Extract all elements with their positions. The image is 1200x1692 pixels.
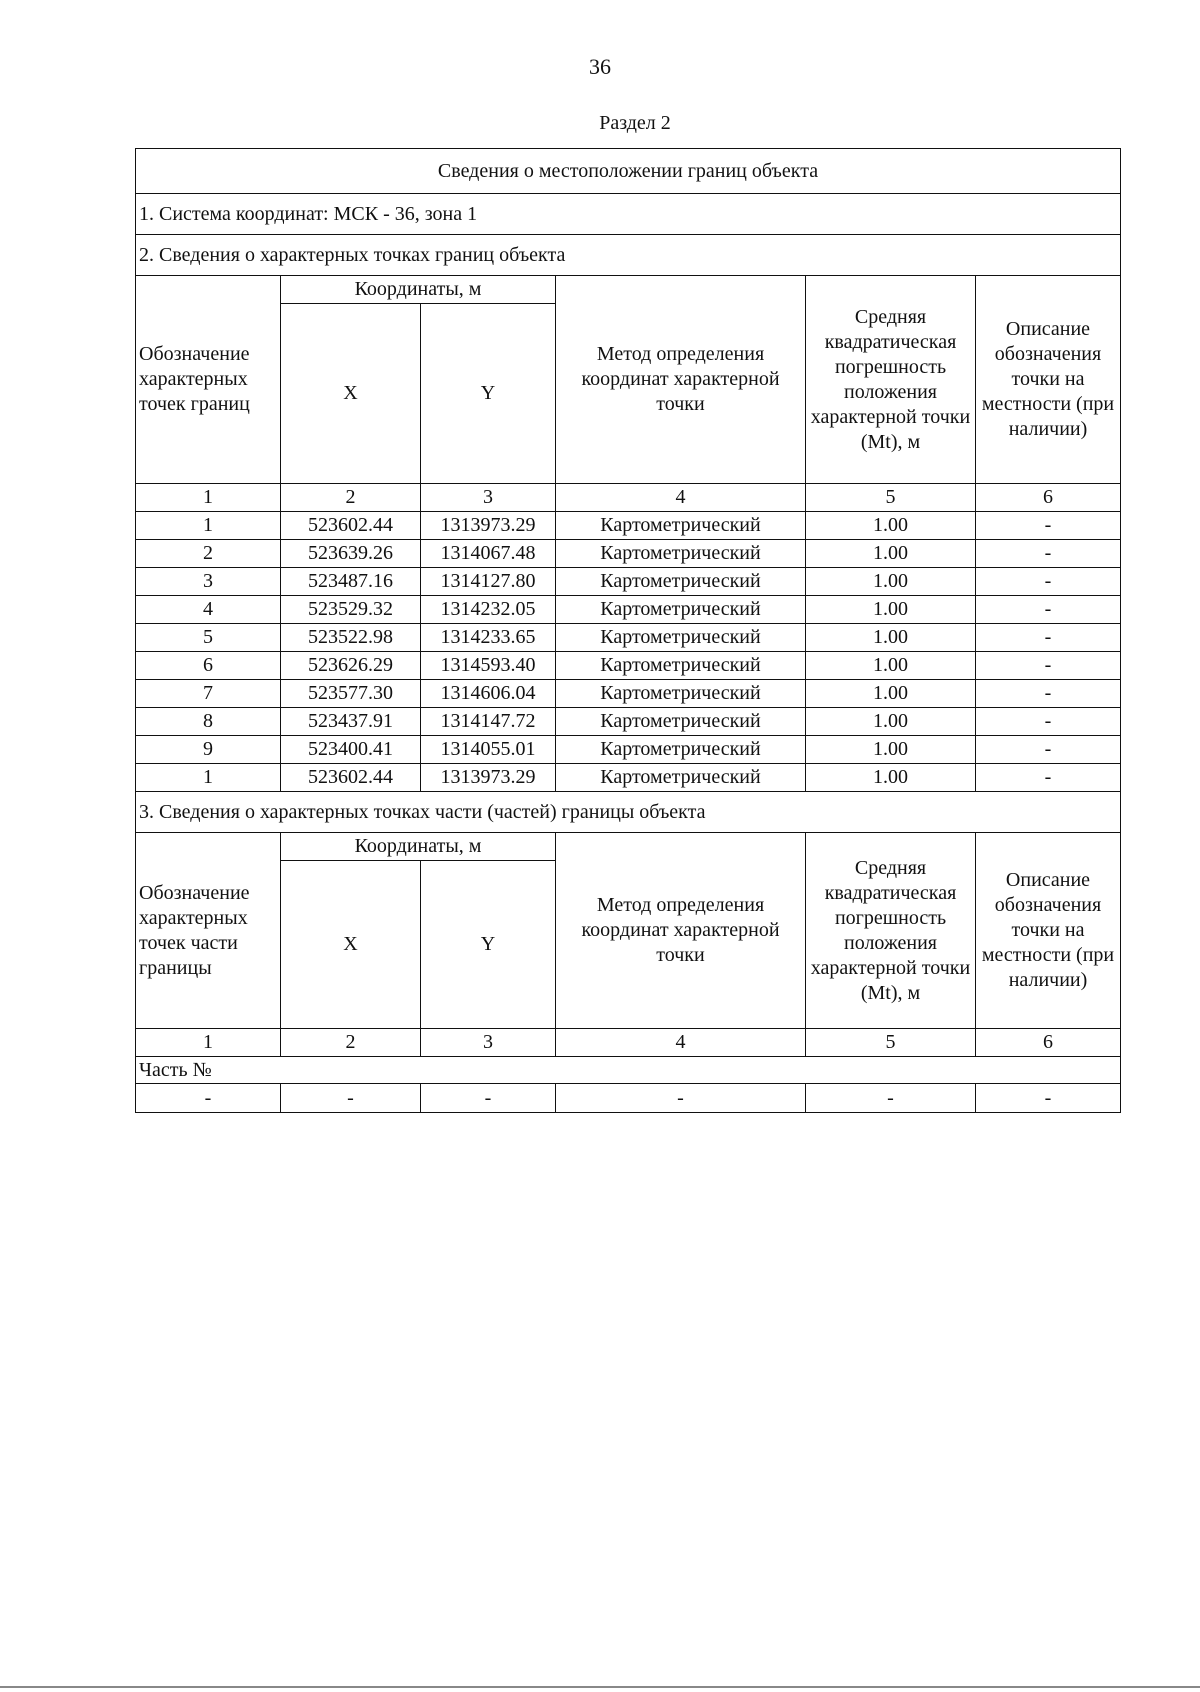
column-number: 6 bbox=[976, 484, 1121, 512]
description: - bbox=[976, 736, 1121, 764]
mean-error: 1.00 bbox=[806, 764, 976, 792]
header-error: Средняя квадратическая погрешность положения характерной точки (Mt), м bbox=[806, 276, 976, 484]
mean-error: 1.00 bbox=[806, 540, 976, 568]
empty-cell: - bbox=[806, 1084, 976, 1113]
description: - bbox=[976, 680, 1121, 708]
coord-x: 523626.29 bbox=[281, 652, 421, 680]
method: Картометрический bbox=[556, 708, 806, 736]
method: Картометрический bbox=[556, 568, 806, 596]
method: Картометрический bbox=[556, 540, 806, 568]
coord-y: 1313973.29 bbox=[421, 764, 556, 792]
column-number: 3 bbox=[421, 484, 556, 512]
empty-cell: - bbox=[136, 1084, 281, 1113]
method: Картометрический bbox=[556, 512, 806, 540]
header-coords: Координаты, м bbox=[281, 276, 556, 304]
part-dash-row bbox=[136, 1084, 1121, 1113]
description: - bbox=[976, 596, 1121, 624]
page-number: 36 bbox=[589, 54, 611, 79]
point-id: 8 bbox=[136, 708, 281, 736]
coord-x: 523522.98 bbox=[281, 624, 421, 652]
coord-x: 523487.16 bbox=[281, 568, 421, 596]
point-id: 5 bbox=[136, 624, 281, 652]
header-designation-part: Обозначение характерных точек части границы bbox=[136, 833, 281, 1029]
point-id: 7 bbox=[136, 680, 281, 708]
coord-x: 523639.26 bbox=[281, 540, 421, 568]
empty-cell: - bbox=[421, 1084, 556, 1113]
coord-y: 1314606.04 bbox=[421, 680, 556, 708]
table-row bbox=[136, 680, 1121, 708]
table-row bbox=[136, 652, 1121, 680]
table-row bbox=[136, 736, 1121, 764]
header-x-part: X bbox=[281, 861, 421, 1029]
point-id: 3 bbox=[136, 568, 281, 596]
column-number: 5 bbox=[806, 484, 976, 512]
table-row bbox=[136, 512, 1121, 540]
mean-error: 1.00 bbox=[806, 512, 976, 540]
part-label: Часть № bbox=[136, 1057, 1121, 1084]
method: Картометрический bbox=[556, 764, 806, 792]
coord-y: 1314067.48 bbox=[421, 540, 556, 568]
table-row bbox=[136, 540, 1121, 568]
coord-y: 1313973.29 bbox=[421, 512, 556, 540]
table-row bbox=[136, 624, 1121, 652]
header-coords-part: Координаты, м bbox=[281, 833, 556, 861]
coord-x: 523577.30 bbox=[281, 680, 421, 708]
method: Картометрический bbox=[556, 652, 806, 680]
mean-error: 1.00 bbox=[806, 736, 976, 764]
column-number: 1 bbox=[136, 484, 281, 512]
boundary-table bbox=[135, 148, 1121, 1113]
coord-y: 1314233.65 bbox=[421, 624, 556, 652]
empty-cell: - bbox=[556, 1084, 806, 1113]
column-number: 4 bbox=[556, 1029, 806, 1057]
coord-x: 523529.32 bbox=[281, 596, 421, 624]
header-x: X bbox=[281, 304, 421, 484]
method: Картометрический bbox=[556, 596, 806, 624]
empty-cell: - bbox=[281, 1084, 421, 1113]
coord-y: 1314232.05 bbox=[421, 596, 556, 624]
header-designation: Обозначение характерных точек границ bbox=[136, 276, 281, 484]
mean-error: 1.00 bbox=[806, 568, 976, 596]
mean-error: 1.00 bbox=[806, 680, 976, 708]
header-description-part: Описание обозначения точки на местности (при наличии) bbox=[976, 833, 1121, 1029]
point-id: 1 bbox=[136, 764, 281, 792]
description: - bbox=[976, 512, 1121, 540]
coord-y: 1314593.40 bbox=[421, 652, 556, 680]
header-method: Метод определения координат характерной точки bbox=[556, 276, 806, 484]
section-label: Раздел 2 bbox=[599, 112, 671, 134]
empty-cell: - bbox=[976, 1084, 1121, 1113]
header-description: Описание обозначения точки на местности (при наличии) bbox=[976, 276, 1121, 484]
header-method-part: Метод определения координат характерной точки bbox=[556, 833, 806, 1029]
column-numbers-row bbox=[136, 484, 1121, 512]
coord-x: 523602.44 bbox=[281, 512, 421, 540]
point-id: 2 bbox=[136, 540, 281, 568]
column-number: 2 bbox=[281, 1029, 421, 1057]
description: - bbox=[976, 624, 1121, 652]
mean-error: 1.00 bbox=[806, 596, 976, 624]
table-row bbox=[136, 568, 1121, 596]
description: - bbox=[976, 652, 1121, 680]
mean-error: 1.00 bbox=[806, 708, 976, 736]
point-id: 9 bbox=[136, 736, 281, 764]
mean-error: 1.00 bbox=[806, 624, 976, 652]
header-y: Y bbox=[421, 304, 556, 484]
point-id: 6 bbox=[136, 652, 281, 680]
column-number: 5 bbox=[806, 1029, 976, 1057]
column-number: 6 bbox=[976, 1029, 1121, 1057]
coord-y: 1314127.80 bbox=[421, 568, 556, 596]
column-number: 1 bbox=[136, 1029, 281, 1057]
description: - bbox=[976, 708, 1121, 736]
column-number: 3 bbox=[421, 1029, 556, 1057]
coord-x: 523602.44 bbox=[281, 764, 421, 792]
page-bottom-line bbox=[0, 1686, 1200, 1688]
column-number: 4 bbox=[556, 484, 806, 512]
method: Картометрический bbox=[556, 736, 806, 764]
table-row bbox=[136, 764, 1121, 792]
point-id: 4 bbox=[136, 596, 281, 624]
method: Картометрический bbox=[556, 680, 806, 708]
method: Картометрический bbox=[556, 624, 806, 652]
column-numbers-row-part bbox=[136, 1029, 1121, 1057]
coord-x: 523437.91 bbox=[281, 708, 421, 736]
table-row bbox=[136, 596, 1121, 624]
coord-x: 523400.41 bbox=[281, 736, 421, 764]
section2-heading: 2. Сведения о характерных точках границ объекта bbox=[136, 235, 1121, 276]
column-number: 2 bbox=[281, 484, 421, 512]
description: - bbox=[976, 540, 1121, 568]
coord-system: 1. Система координат: МСК - 36, зона 1 bbox=[136, 194, 1121, 235]
table-title: Сведения о местоположении границ объекта bbox=[136, 149, 1121, 194]
table-row bbox=[136, 708, 1121, 736]
point-id: 1 bbox=[136, 512, 281, 540]
section3-heading: 3. Сведения о характерных точках части (частей) границы объекта bbox=[136, 792, 1121, 833]
description: - bbox=[976, 568, 1121, 596]
header-y-part: Y bbox=[421, 861, 556, 1029]
section2-points bbox=[136, 512, 1121, 792]
mean-error: 1.00 bbox=[806, 652, 976, 680]
coord-y: 1314147.72 bbox=[421, 708, 556, 736]
description: - bbox=[976, 764, 1121, 792]
header-error-part: Средняя квадратическая погрешность положения характерной точки (Mt), м bbox=[806, 833, 976, 1029]
coord-y: 1314055.01 bbox=[421, 736, 556, 764]
